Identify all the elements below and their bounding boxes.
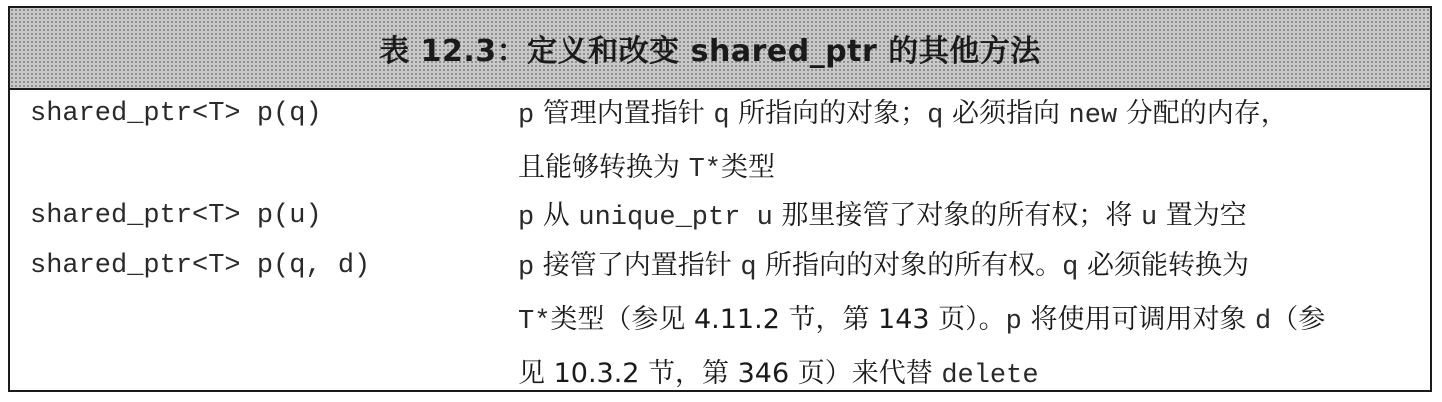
code-term: p [518, 101, 535, 131]
code-term: d [1255, 307, 1272, 337]
code-term: u [1140, 203, 1158, 233]
table-caption-bar [10, 8, 1430, 90]
code-cell: shared_ptr<T> p(q, d) [30, 251, 371, 281]
code-term: T* [518, 307, 551, 337]
description-text: 必须能转换为 [1078, 250, 1249, 281]
description-cell [518, 190, 1418, 244]
description-text: 所指向的对象； [729, 98, 928, 129]
description-cell [518, 240, 1418, 402]
description-line [518, 240, 1418, 294]
code-term: new [1068, 101, 1118, 131]
description-text: 必须指向 [943, 98, 1069, 129]
code-term: p [518, 203, 535, 233]
description-text: 见 10.3.2 节，第 346 页）来代替 [518, 358, 942, 389]
description-text: 类型（参见 4.11.2 节，第 143 页）。 [550, 304, 1006, 335]
shared-ptr-table [8, 6, 1432, 392]
description-text: 类型 [721, 152, 775, 183]
code-term: q [740, 253, 757, 283]
code-cell: shared_ptr<T> p(u) [30, 201, 322, 231]
description-line [518, 294, 1418, 348]
description-text: 将使用可调用对象 [1021, 304, 1256, 335]
description-text: 且能够转换为 [518, 152, 689, 183]
code-term: q [1062, 253, 1079, 283]
description-text: 管理内置指针 [534, 98, 714, 129]
description-text: 置为空 [1157, 200, 1247, 231]
code-term: q [713, 101, 730, 131]
description-line [518, 348, 1418, 402]
description-line [518, 190, 1418, 244]
description-text: 那里接管了对象的所有权；将 [772, 200, 1141, 231]
description-line [518, 142, 1418, 196]
code-term: q [927, 101, 944, 131]
code-term: p [1005, 307, 1022, 337]
description-line [518, 88, 1418, 142]
code-cell: shared_ptr<T> p(q) [30, 99, 322, 129]
code-term: unique_ptr u [578, 203, 773, 233]
description-text: 从 [534, 200, 579, 231]
description-text: 分配的内存， [1117, 98, 1288, 129]
description-text: 所指向的对象的所有权。 [756, 250, 1063, 281]
code-term: T* [688, 155, 721, 185]
description-text: 接管了内置指针 [534, 250, 741, 281]
description-text: （参 [1271, 304, 1326, 335]
table-caption: 表 12.3：定义和改变 shared_ptr 的其他方法 [379, 34, 1041, 69]
code-term: delete [941, 361, 1039, 391]
description-cell [518, 88, 1418, 196]
code-term: p [518, 253, 535, 283]
